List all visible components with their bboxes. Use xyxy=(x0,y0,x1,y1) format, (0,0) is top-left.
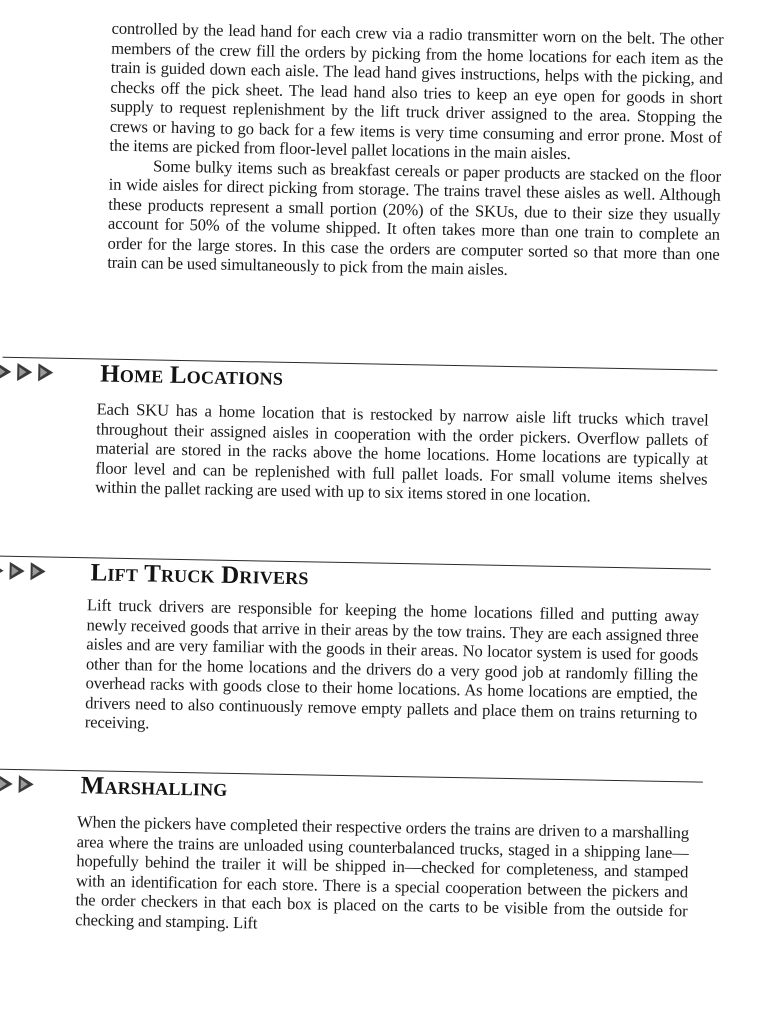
section-header-home-locations xyxy=(2,357,717,400)
triple-arrow-icon xyxy=(0,774,34,793)
arrow-icon xyxy=(17,363,32,381)
section-title: Marshalling xyxy=(80,772,228,802)
section-title: Home Locations xyxy=(100,360,284,391)
arrow-icon xyxy=(0,775,13,793)
arrow-icon xyxy=(0,363,11,381)
arrow-icon xyxy=(30,562,45,580)
section-body-home-locations: Each SKU has a home location that is restocked by narrow aisle lift trucks which travel throughout their assigned aisles in cooperation with the order pickers. Overflow pallets of material are stored in the racks above the home locations. Home locations are typically at floor level and can be replenished with full pallet loads. For small volume items shelves within the pallet racking are used with up to six items stored in one location. xyxy=(95,399,709,506)
intro-text xyxy=(107,19,724,284)
arrow-icon xyxy=(38,363,53,381)
section-body-lift-truck-drivers: Lift truck drivers are responsible for keeping the home locations filled and putting away newly received goods that arrive in their areas by the tow trains. They are each assigned three aisles and are very familiar with the goods in their areas. No locator system is used for goods other than for the home locations and the drivers do a very good job at randomly filling the overhead racks with goods close to their home locations. As home locations are emptied, the drivers need to also continuously remove empty pallets and place them on trains returning to receiving. xyxy=(84,595,700,733)
section-body-marshalling: When the pickers have completed their respective orders the trains are driven to a marshalling area where the trains are unloaded using counterbalanced trucks, staged in a shipping lane—hopefully behind the trailer it will be shipped in—checked for completeness, and stamped with an identification for each store. There is a special cooperation between the pickers and the order checkers in that each box is placed on the carts to be visible from the outside for checking and stamping. Lift xyxy=(75,812,690,932)
triple-arrow-icon xyxy=(0,561,46,580)
section-title: Lift Truck Drivers xyxy=(90,559,309,591)
arrow-icon xyxy=(0,561,4,579)
arrow-icon xyxy=(9,562,24,580)
intro-paragraph-2: Some bulky items such as breakfast cereals or paper products are stacked on the floor in wide aisles for direct picking from storage. The trains travel these aisles as well. Although these products represent a small portion (20%) of the SKUs, due to their size they usually account for 50% of the volume shipped. It often takes more than one train to complete an order for the large stores. In this case the orders are computer sorted so that more than one train can be used simultaneously to pick from the main aisles. xyxy=(107,155,722,279)
triple-arrow-icon xyxy=(0,363,53,382)
section-header-marshalling xyxy=(0,769,703,812)
section-header-lift-truck-drivers xyxy=(0,556,711,599)
arrow-icon xyxy=(19,775,34,793)
intro-paragraph-1: controlled by the lead hand for each crew via a radio transmitter worn on the belt. The other members of the crew fill the orders by picking from the home locations for each item as the train is guided down each aisle. The lead hand gives instructions, helps with the picking, and checks off the pick sheet. The lead hand also tries to keep an eye open for goods in short supply to request replenishment by the lift truck driver assigned to the area. Stopping the crews or having to go back for a few items is very time consuming and error prone. Most of the items are picked from floor-level pallet locations in the main aisles. xyxy=(109,18,724,164)
